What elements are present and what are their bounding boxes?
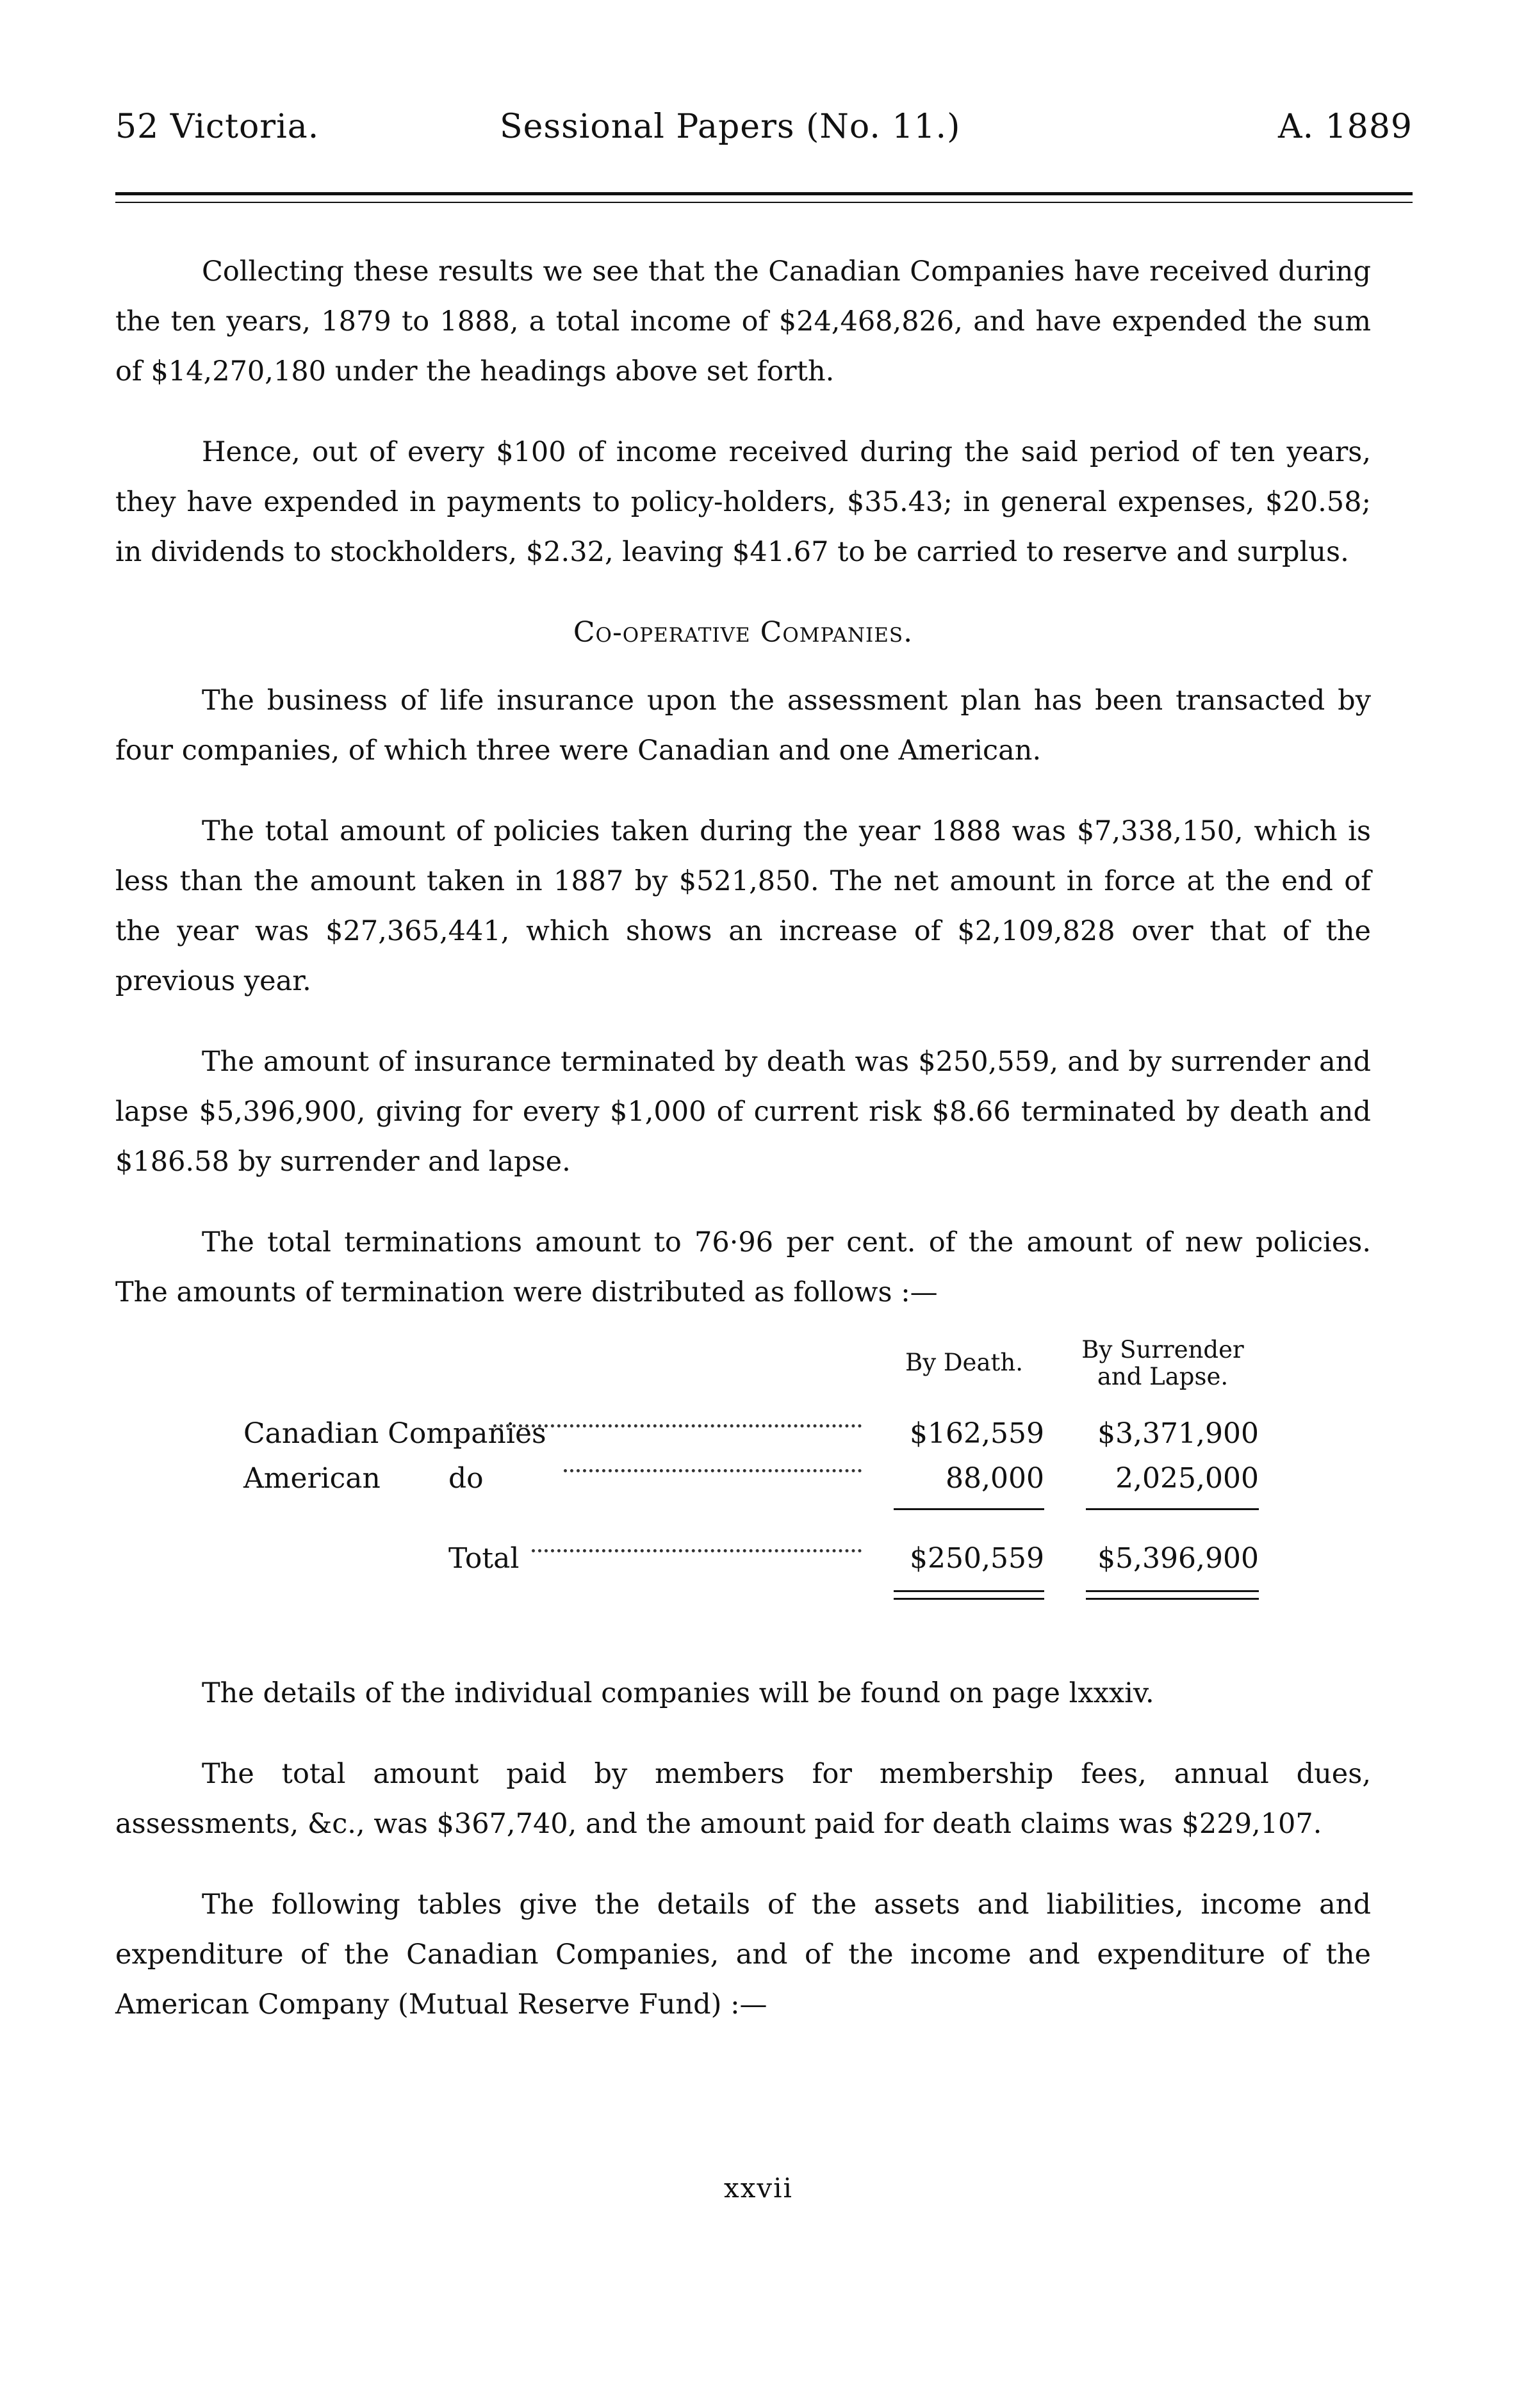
section-heading: Co-operative Companies. (573, 616, 914, 649)
column-header-surrender (1067, 1337, 1259, 1390)
value-surrender: $3,371,900 (1097, 1417, 1259, 1450)
row-label-ditto: do (448, 1462, 484, 1495)
paragraph-member-payments: The total amount paid by members for membership fees, annual dues, assessments, &c., was $367,740, and the amount paid for death claims was $229,107. (115, 1758, 1371, 1840)
paragraph-policies-taken: The total amount of policies taken during the year 1888 was $7,338,150, which is less than the amount taken in 1887 by $521,850. The net amount in force at the end of the year was $27,365,441, which shows an increase of $2,109,828 over that of the previous year. (115, 815, 1371, 997)
table-total-row (115, 1534, 1371, 1575)
column-header-surrender-line1: By Surrender (1081, 1336, 1244, 1363)
paragraph-per-hundred: Hence, out of every $100 of income received during the said period of ten years, they have expended in payments to policy-holders, $35.43; in general expenses, $20.58; in dividends to stockholders, $2.32, leaving $41.67 to be carried to reserve and surplus. (115, 436, 1371, 568)
paragraph-following-tables: The following tables give the details of the assets and liabilities, income and expenditure of the Canadian Companies, and of the income and expenditure of the American Company (Mutual Reserve Fund) :— (115, 1889, 1371, 2021)
row-label: Canadian Companies (243, 1417, 546, 1450)
header-right: A. 1889 (1278, 108, 1413, 146)
paragraph-details-reference: The details of the individual companies will be found on page lxxxiv. (202, 1677, 1154, 1709)
table-row (115, 1454, 1371, 1495)
header-title: Sessional Papers (No. 11.) (500, 108, 961, 146)
total-rule-death-2 (894, 1598, 1044, 1600)
running-header (115, 108, 1413, 159)
leader-dots (493, 1424, 862, 1428)
column-header-surrender-line2: and Lapse. (1097, 1363, 1229, 1390)
value-surrender: 2,025,000 (1115, 1462, 1259, 1495)
column-header-death: By Death. (905, 1349, 1023, 1376)
header-left: 52 Victoria. (115, 108, 320, 146)
terminations-table (115, 1336, 1371, 1617)
row-label: American (243, 1462, 381, 1495)
paragraph-termination-percent: The total terminations amount to 76·96 per cent. of the amount of new policies. The amounts of termination were distributed as follows :— (115, 1226, 1371, 1308)
total-rule-surrender-2 (1086, 1598, 1259, 1600)
header-rule-thin (115, 202, 1413, 203)
value-death: $162,559 (910, 1417, 1044, 1450)
subtotal-rule-surrender (1086, 1508, 1259, 1510)
header-rule-thick (115, 192, 1413, 195)
paragraph-terminations: The amount of insurance terminated by death was $250,559, and by surrender and lapse $5,396,900, giving for every $1,000 of current risk $8.66 terminated by death and $186.58 by surrender and lapse. (115, 1046, 1371, 1178)
leader-dots (532, 1549, 862, 1552)
paragraph-assessment-plan: The business of life insurance upon the assessment plan has been transacted by four companies, of which three were Canadian and one American. (115, 685, 1371, 767)
table-row (115, 1409, 1371, 1450)
paragraph-income-summary: Collecting these results we see that the Canadian Companies have received during the ten years, 1879 to 1888, a total income of $24,468,826, and have expended the sum of $14,270,180 under the headings above set forth. (115, 256, 1371, 387)
total-death: $250,559 (910, 1542, 1044, 1575)
total-surrender: $5,396,900 (1097, 1542, 1259, 1575)
value-death: 88,000 (946, 1462, 1044, 1495)
total-rule-surrender-1 (1086, 1590, 1259, 1592)
page-number: xxvii (724, 2172, 793, 2204)
leader-dots (564, 1469, 862, 1472)
subtotal-rule-death (894, 1508, 1044, 1510)
total-label: Total (448, 1542, 520, 1575)
total-rule-death-1 (894, 1590, 1044, 1592)
page-body (115, 247, 1371, 2060)
